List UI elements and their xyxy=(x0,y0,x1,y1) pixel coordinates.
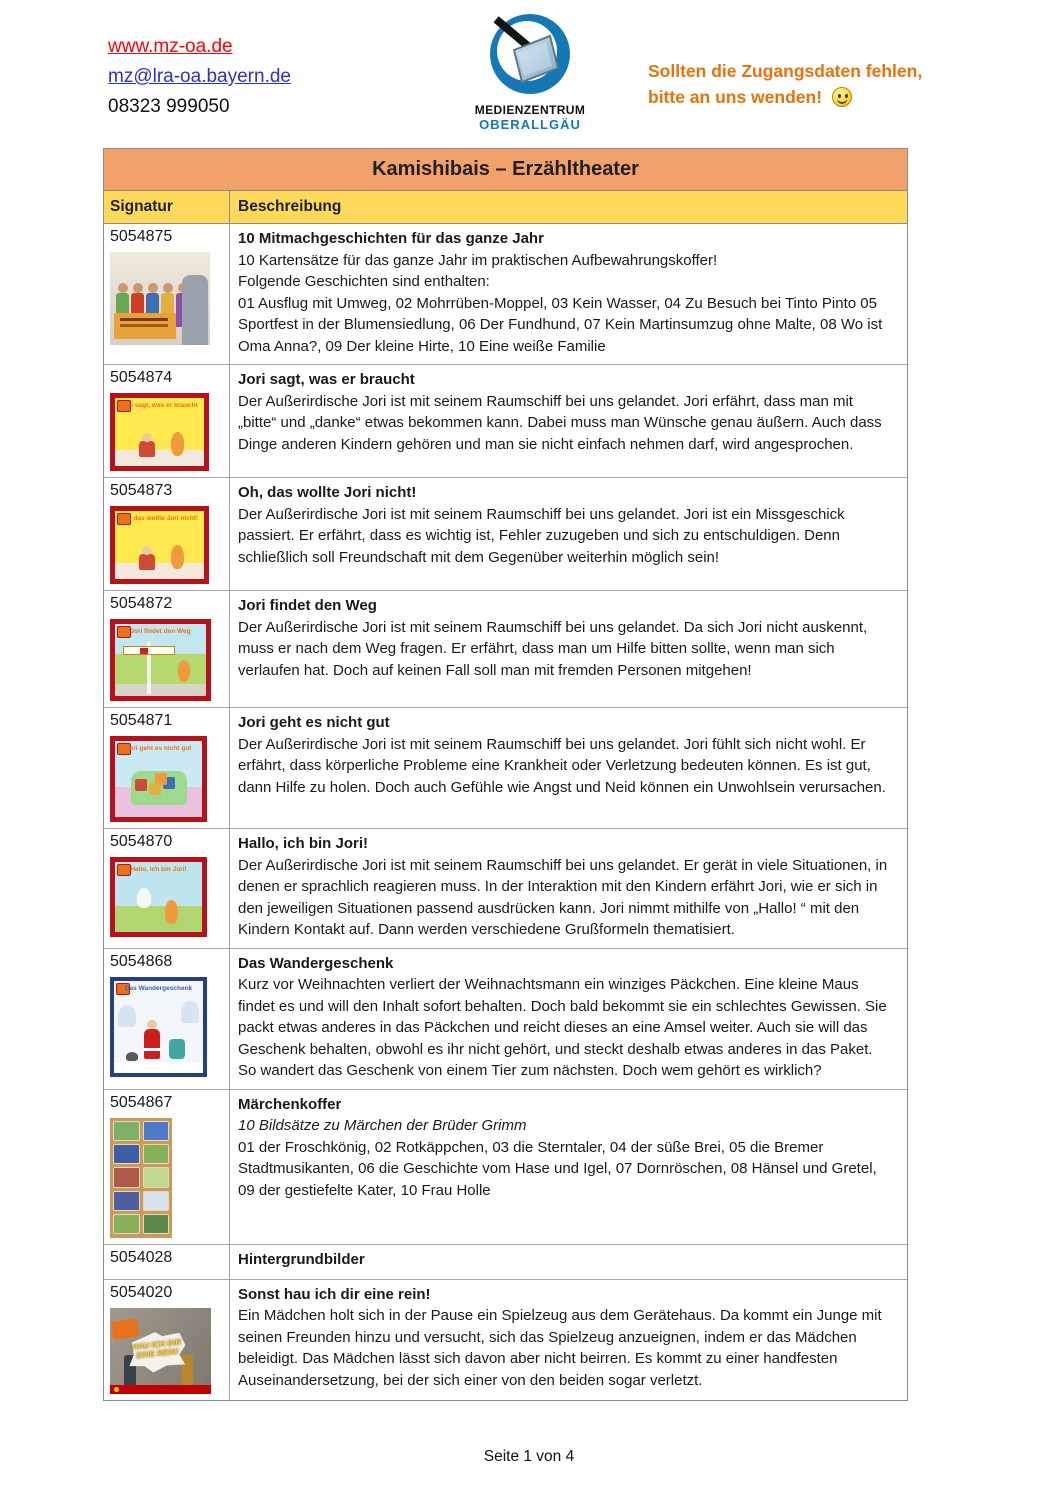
thumb-shape xyxy=(139,441,155,457)
row-thumbnail-slot xyxy=(110,1308,225,1394)
row-title: 10 Mitmachgeschichten für das ganze Jahr xyxy=(238,230,544,247)
thumb-shape xyxy=(163,283,173,293)
thumb-title-text: Jori findet den Weg xyxy=(130,628,191,635)
beschreibung-cell xyxy=(229,591,907,707)
column-header-signatur: Signatur xyxy=(110,198,173,215)
row-body xyxy=(238,1305,893,1391)
thumb-card-tile xyxy=(143,1214,170,1234)
thumb-title-text: Oh, das wollte Jori nicht! xyxy=(120,515,199,522)
thumb-shape xyxy=(110,1385,211,1394)
thumb-shape xyxy=(137,888,151,908)
row-body xyxy=(238,504,893,569)
thumb-card-tile xyxy=(143,1144,170,1164)
logo-text-line2: OBERALLGÄU xyxy=(479,117,581,132)
thumb-shape xyxy=(118,1005,136,1027)
row-subtitle: 10 Bildsätze zu Märchen der Brüder Grimm xyxy=(238,1117,527,1134)
thumb-shape xyxy=(148,283,158,293)
signatur-cell xyxy=(104,708,229,828)
thumb-card-tile xyxy=(113,1191,140,1211)
table-row xyxy=(104,224,907,365)
row-title: Hintergrundbilder xyxy=(238,1250,365,1268)
row-signatur: 5054867 xyxy=(110,1093,173,1111)
beschreibung-cell xyxy=(229,1245,907,1279)
thumb-shape xyxy=(171,432,184,456)
page-number: Seite 1 von 4 xyxy=(483,1448,575,1465)
row-signatur: 5054871 xyxy=(110,712,173,729)
row-thumbnail-slot xyxy=(110,619,225,701)
row-body xyxy=(238,734,893,799)
thumb-shape xyxy=(115,684,206,696)
row-body xyxy=(238,974,893,1082)
row-title: Märchenkoffer xyxy=(238,1095,342,1113)
row-text-line: Folgende Geschichten sind enthalten: xyxy=(238,273,490,290)
thumb-card-tile xyxy=(143,1121,170,1141)
row-signatur: 5054872 xyxy=(110,595,173,612)
row-thumbnail xyxy=(110,1118,172,1238)
notice-line1: Sollten die Zugangsdaten fehlen, xyxy=(648,61,923,81)
row-body xyxy=(238,391,893,456)
thumb-shape xyxy=(114,1387,119,1392)
notice-line2: bitte an uns wenden! xyxy=(648,87,823,107)
signatur-cell xyxy=(104,829,229,948)
signatur-cell xyxy=(104,1090,229,1244)
website-link[interactable]: www.mz-oa.de xyxy=(108,36,233,57)
row-thumbnail xyxy=(110,736,207,822)
row-body xyxy=(238,250,893,358)
smiley-icon xyxy=(832,87,852,107)
thumb-title-text: Das Wandergeschenk xyxy=(124,984,193,992)
row-thumbnail-slot xyxy=(110,977,225,1077)
signatur-cell xyxy=(104,224,229,364)
row-body xyxy=(238,1137,893,1202)
thumb-shape xyxy=(123,646,175,655)
beschreibung-cell xyxy=(229,1280,907,1400)
table-row xyxy=(104,949,907,1090)
row-thumbnail-slot xyxy=(110,393,225,471)
thumb-shape xyxy=(169,1039,185,1059)
row-text-line: Der Außerirdische Jori ist mit seinem Raumschiff bei uns gelandet. Da sich Jori nicht auskennt, muss er nach dem Weg fragen. Er erfährt, dass man um Hilfe bitten sollte, wenn man sich verlaufen hat. Doch auf keinen Fall soll man mit fremden Personen mitgehen! xyxy=(238,618,868,679)
thumb-shape xyxy=(126,1052,138,1061)
row-thumbnail xyxy=(110,857,207,937)
thumb-card-tile xyxy=(113,1167,140,1187)
table-row xyxy=(104,478,907,591)
beschreibung-cell xyxy=(229,478,907,590)
thumb-shape xyxy=(114,313,176,339)
thumb-shape xyxy=(178,660,190,682)
thumb-shape xyxy=(144,1029,160,1059)
row-text-line: Der Außerirdische Jori ist mit seinem Raumschiff bei uns gelandet. Er gerät in viele Situationen, in denen er sprachlich reagieren muss. In der Interaktion mit den Kindern erfährt Jori, wie er sich in den jeweiligen Situationen passend ausdrücken kann. Jori nimmt mithilfe von „Hallo! “ mit den Kindern Kontakt auf. Dann werden verschiedene Grußformeln thematisiert. xyxy=(238,856,888,938)
row-thumbnail-slot xyxy=(110,252,225,345)
row-signatur: 5054873 xyxy=(110,482,173,499)
catalog-table xyxy=(103,148,908,1401)
thumb-shape xyxy=(115,906,202,932)
row-thumbnail-slot xyxy=(110,857,225,937)
table-row xyxy=(104,1280,907,1400)
row-thumbnail xyxy=(110,977,207,1077)
row-text-line: Ein Mädchen holt sich in der Pause ein Spielzeug aus dem Gerätehaus. Da kommt ein Junge mit seinen Freunden hinzu und versucht, sich das Spielzeug anzueignen, indem er das Mädchen beleidigt. Das Mädchen lässt sich davon aber nicht beirren. Es kommt zu einer handfesten Auseinandersetzung, bei der sich einer von den beiden sogar verletzt. xyxy=(238,1307,882,1389)
logo-icon xyxy=(488,12,572,96)
row-title: Jori sagt, was er braucht xyxy=(238,371,415,388)
row-text-line: 01 Ausflug mit Umweg, 02 Mohrrüben-Moppel, 03 Kein Wasser, 04 Zu Besuch bei Tinto Pinto 05 Sportfest in der Blumensiedlung, 06 Der Fundhund, 07 Kein Martinsumzug ohne Malte, 08 Wo ist Oma Anna?, 09 Der kleine Hirte, 10 Eine weiße Familie xyxy=(238,294,883,355)
row-title: Das Wandergeschenk xyxy=(238,954,394,972)
signatur-cell xyxy=(104,591,229,707)
row-title: Jori geht es nicht gut xyxy=(238,714,390,731)
beschreibung-cell xyxy=(229,224,907,364)
row-text-line: Der Außerirdische Jori ist mit seinem Raumschiff bei uns gelandet. Jori ist ein Missgeschick passiert. Er erfährt, dass es wichtig ist, Fehler zuzugeben und sich zu entschuldigen. Denn schließlich soll Freundschaft mit dem Gegenüber weiterhin möglich sein! xyxy=(238,505,845,566)
thumb-title-text: Jori geht es nicht gut xyxy=(125,745,192,752)
medienzentrum-logo xyxy=(430,12,630,132)
thumb-shape xyxy=(114,1063,203,1073)
thumb-shape xyxy=(131,771,187,805)
signatur-cell xyxy=(104,1245,229,1279)
thumb-card-tile xyxy=(143,1191,170,1211)
row-signatur: 5054870 xyxy=(110,833,173,850)
row-body xyxy=(238,855,893,941)
row-title: Hallo, ich bin Jori! xyxy=(238,835,369,852)
thumb-card-tile xyxy=(113,1214,140,1234)
thumb-shape xyxy=(111,1318,139,1339)
table-row xyxy=(104,1090,907,1245)
row-thumbnail xyxy=(110,506,209,584)
signatur-cell xyxy=(104,365,229,477)
row-thumbnail xyxy=(110,252,210,345)
row-thumbnail-slot xyxy=(110,736,225,822)
row-text-line: Kurz vor Weihnachten verliert der Weihnachtsmann ein winziges Päckchen. Eine kleine Maus findet es und will den Inhalt sofort behalten. Doch bald bekommt sie ein schlechtes Gewissen. Sie packt etwas anderes in das Päckchen und reicht dieses an eine Amsel weiter. Auch sie will das Geschenk behalten, obwohl es ihr nicht gehört, und steckt deshalb etwas anderes in das Paket. So wandert das Geschenk von einem Tier zum nächsten. Doch wem gehört es wirklich? xyxy=(238,976,887,1079)
thumb-shape xyxy=(165,900,178,924)
row-signatur: 5054020 xyxy=(110,1283,173,1301)
row-thumbnail-slot xyxy=(110,1118,225,1238)
table-row xyxy=(104,591,907,708)
phone-number: 08323 999050 xyxy=(108,96,230,117)
signatur-cell xyxy=(104,478,229,590)
thumb-card-tile xyxy=(113,1121,140,1141)
thumb-shape xyxy=(133,283,143,293)
beschreibung-cell xyxy=(229,708,907,828)
thumb-comic-text: HAU ICH DIR EINE REIN! xyxy=(131,1336,182,1360)
row-text-line: 10 Kartensätze für das ganze Jahr im praktischen Aufbewahrungskoffer! xyxy=(238,251,718,269)
row-signatur: 5054874 xyxy=(110,369,173,386)
thumb-shape xyxy=(182,275,208,345)
signatur-cell xyxy=(104,949,229,1089)
row-signatur: 5054868 xyxy=(110,952,173,970)
beschreibung-cell xyxy=(229,949,907,1089)
table-body xyxy=(104,224,907,1400)
row-thumbnail-slot xyxy=(110,506,225,584)
thumb-shape xyxy=(115,450,204,466)
table-row xyxy=(104,829,907,949)
row-thumbnail xyxy=(110,393,209,471)
thumb-title-text: Jori sagt, was er braucht xyxy=(121,402,198,409)
beschreibung-cell xyxy=(229,365,907,477)
thumb-shape xyxy=(139,554,155,570)
thumb-shape xyxy=(115,654,206,684)
logo-text-line1: MEDIENZENTRUM xyxy=(474,103,586,117)
row-text-line: 01 der Froschkönig, 02 Rotkäppchen, 03 die Sterntaler, 04 der süße Brei, 05 die Bremer Stadtmusikanten, 06 die Geschichte vom Hase und Igel, 07 Dornröschen, 08 Hänsel und Gretel, 09 der gestiefelte Kater, 10 Frau Holle xyxy=(238,1138,877,1199)
row-text-line: Der Außerirdische Jori ist mit seinem Raumschiff bei uns gelandet. Jori fühlt sich nicht wohl. Er erfährt, dass körperliche Probleme eine Krankheit oder Verletzung bedeuten können. Es ist gut, dann Hilfe zu holen. Doch auch Gefühle wie Angst und Neid können ein Unwohlsein verursachen. xyxy=(238,735,886,796)
row-thumbnail xyxy=(110,1308,211,1394)
column-header-beschreibung: Beschreibung xyxy=(229,191,907,223)
table-title: Kamishibais – Erzähltheater xyxy=(104,149,907,191)
table-row xyxy=(104,708,907,829)
signatur-cell xyxy=(104,1280,229,1400)
row-thumbnail xyxy=(110,619,211,701)
email-link[interactable]: mz@lra-oa.bayern.de xyxy=(108,66,291,87)
row-body xyxy=(238,617,893,682)
thumb-shape xyxy=(155,773,167,785)
thumb-shape xyxy=(181,1355,193,1385)
row-title: Sonst hau ich dir eine rein! xyxy=(238,1285,431,1303)
beschreibung-cell xyxy=(229,829,907,948)
thumb-shape xyxy=(181,1001,199,1023)
row-signatur: 5054028 xyxy=(110,1248,173,1266)
row-signatur: 5054875 xyxy=(110,228,173,245)
thumb-shape xyxy=(115,563,204,579)
thumb-card-tile xyxy=(143,1167,170,1187)
beschreibung-cell xyxy=(229,1090,907,1244)
row-title: Jori findet den Weg xyxy=(238,597,377,614)
thumb-title-text: Hallo, ich bin Jori! xyxy=(130,866,187,873)
thumb-shape xyxy=(171,545,184,569)
table-row xyxy=(104,365,907,478)
thumb-shape xyxy=(135,779,147,791)
table-header-row xyxy=(104,191,907,224)
row-title: Oh, das wollte Jori nicht! xyxy=(238,484,417,501)
table-row xyxy=(104,1245,907,1280)
access-notice xyxy=(648,58,922,110)
thumb-shape xyxy=(118,283,128,293)
thumb-card-tile xyxy=(113,1144,140,1164)
row-text-line: Der Außerirdische Jori ist mit seinem Raumschiff bei uns gelandet. Jori erfährt, dass man mit „bitte“ und „danke“ etwas bekommen kann. Dabei muss man Wünsche genau äußern. Auch dass Dinge anderen Kindern gehören und man sie nicht einfach nehmen darf, wird angesprochen. xyxy=(238,392,882,453)
contact-block xyxy=(108,32,291,122)
